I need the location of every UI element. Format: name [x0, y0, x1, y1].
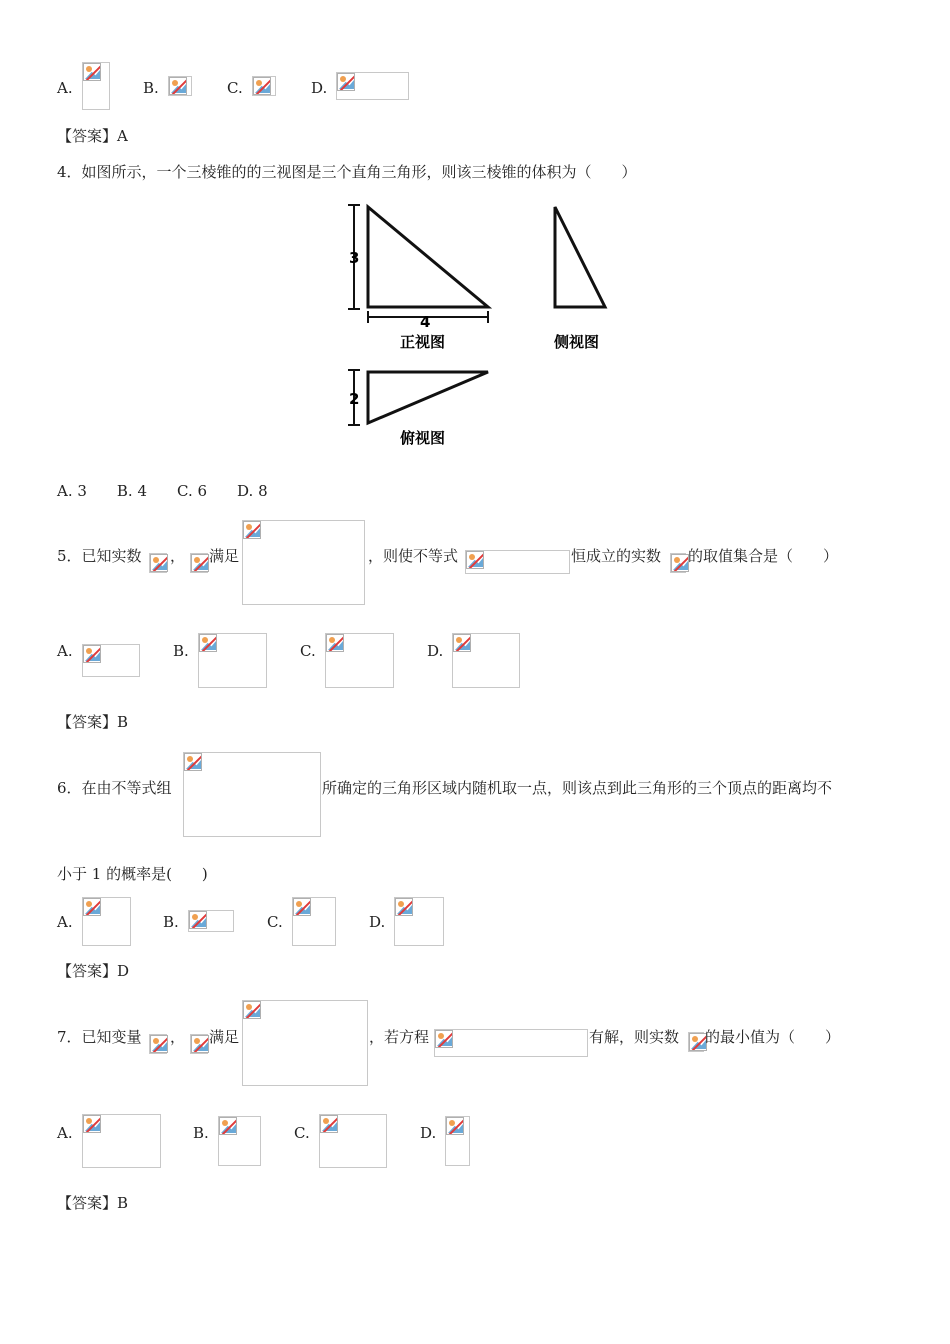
q3-option-b-label: B.	[143, 79, 159, 97]
q5-tail: 的取值集合是（ ）	[688, 547, 839, 565]
broken-image-icon	[191, 554, 209, 572]
q5-option-a-formula	[82, 644, 140, 677]
q5-satisfy: 满足	[209, 547, 240, 565]
broken-image-icon	[150, 1035, 168, 1053]
q5-option-c-formula	[325, 633, 394, 688]
height-label: 3	[349, 249, 360, 267]
broken-image-icon	[253, 77, 271, 95]
broken-image-icon	[320, 1115, 338, 1133]
q5-option-d-label: D.	[427, 642, 444, 660]
depth-label: 2	[349, 390, 360, 408]
broken-image-icon	[395, 898, 413, 916]
q5-prefix: 5．已知实数	[57, 547, 142, 565]
q3-option-a-formula	[82, 62, 110, 110]
q7-variable-y	[190, 1034, 208, 1054]
q7-constraint-system	[242, 1000, 368, 1086]
three-view-drawing	[340, 195, 630, 455]
q7-option-d-label: D.	[420, 1124, 437, 1142]
q3-option-d-formula	[336, 72, 409, 100]
q5-constraint-system	[242, 520, 365, 605]
front-view-triangle	[368, 207, 488, 307]
broken-image-icon	[169, 77, 187, 95]
q5-answer: 【答案】B	[57, 713, 129, 731]
q6-option-c-label: C.	[267, 913, 283, 931]
q5-option-b-label: B.	[173, 642, 189, 660]
broken-image-icon	[243, 1001, 261, 1019]
q7-variable-x	[149, 1034, 167, 1054]
side-view-triangle	[555, 207, 605, 307]
broken-image-icon	[326, 634, 344, 652]
q7-option-a-label: A.	[57, 1124, 73, 1142]
broken-image-icon	[435, 1030, 453, 1048]
broken-image-icon	[671, 554, 689, 572]
q6-option-a-formula	[82, 897, 131, 946]
broken-image-icon	[453, 634, 471, 652]
q7-option-c-label: C.	[294, 1124, 310, 1142]
broken-image-icon	[191, 1035, 209, 1053]
top-view-caption: 俯视图	[400, 429, 446, 447]
broken-image-icon	[83, 898, 101, 916]
broken-image-icon	[83, 63, 101, 81]
top-view-triangle	[368, 372, 488, 423]
q6-prefix: 6．在由不等式组	[57, 779, 172, 797]
q4-stem: 4．如图所示，一个三棱锥的的三视图是三个直角三角形，则该三棱锥的体积为（ ）	[57, 163, 637, 181]
q3-option-c-label: C.	[227, 79, 243, 97]
q3-option-d-label: D.	[311, 79, 328, 97]
q6-option-c-formula	[292, 897, 336, 946]
q7-variable-k	[688, 1032, 704, 1052]
q6-answer: 【答案】D	[57, 962, 130, 980]
q3-answer: 【答案】A	[57, 127, 128, 145]
broken-image-icon	[189, 911, 207, 929]
q5-then: ，则使不等式	[368, 547, 459, 565]
width-label: 4	[420, 313, 431, 331]
q7-option-d-formula	[445, 1116, 470, 1166]
q5-variable-a	[670, 553, 686, 573]
broken-image-icon	[83, 645, 101, 663]
q3-option-c-formula	[252, 76, 276, 96]
q3-option-b-formula	[168, 76, 192, 96]
q6-option-b-label: B.	[163, 913, 179, 931]
q5-option-a-label: A.	[57, 642, 73, 660]
broken-image-icon	[199, 634, 217, 652]
q4-options: A. 3 B. 4 C. 6 D. 8	[57, 482, 268, 500]
q7-prefix: 7．已知变量	[57, 1028, 142, 1046]
q5-option-c-label: C.	[300, 642, 316, 660]
q7-option-b-formula	[218, 1116, 261, 1166]
q7-equation	[434, 1029, 588, 1057]
q5-inequality	[465, 550, 570, 574]
broken-image-icon	[293, 898, 311, 916]
q6-option-b-formula	[188, 910, 234, 932]
q5-variable-x	[149, 553, 167, 573]
broken-image-icon	[83, 1115, 101, 1133]
q7-option-a-formula	[82, 1114, 161, 1168]
three-view-figure	[340, 195, 630, 459]
side-view-caption: 侧视图	[554, 333, 600, 351]
q7-tail: 的最小值为（ ）	[705, 1028, 841, 1046]
broken-image-icon	[446, 1117, 464, 1135]
q6-line2: 小于 1 的概率是( )	[57, 865, 208, 883]
broken-image-icon	[184, 753, 202, 771]
broken-image-icon	[150, 554, 168, 572]
broken-image-icon	[243, 521, 261, 539]
q6-inequality-system	[183, 752, 321, 837]
q7-option-c-formula	[319, 1114, 387, 1168]
broken-image-icon	[219, 1117, 237, 1135]
q6-suffix: 所确定的三角形区域内随机取一点，则该点到此三角形的三个顶点的距离均不	[322, 779, 833, 797]
q6-option-d-label: D.	[369, 913, 386, 931]
q5-option-b-formula	[198, 633, 267, 688]
q3-option-a-label: A.	[57, 79, 73, 97]
q7-satisfy: 满足	[209, 1028, 240, 1046]
broken-image-icon	[337, 73, 355, 91]
q5-comma: ，	[170, 547, 186, 565]
q7-has-solution: 有解，则实数	[589, 1028, 680, 1046]
broken-image-icon	[466, 551, 484, 569]
q7-comma: ，	[170, 1028, 186, 1046]
q7-answer: 【答案】B	[57, 1194, 129, 1212]
q7-if: ，若方程	[369, 1028, 430, 1046]
q5-variable-y	[190, 553, 208, 573]
q5-option-d-formula	[452, 633, 520, 688]
q6-option-d-formula	[394, 897, 444, 946]
q7-option-b-label: B.	[193, 1124, 209, 1142]
q5-hold: 恒成立的实数	[571, 547, 662, 565]
q6-option-a-label: A.	[57, 913, 73, 931]
front-view-caption: 正视图	[400, 333, 446, 351]
